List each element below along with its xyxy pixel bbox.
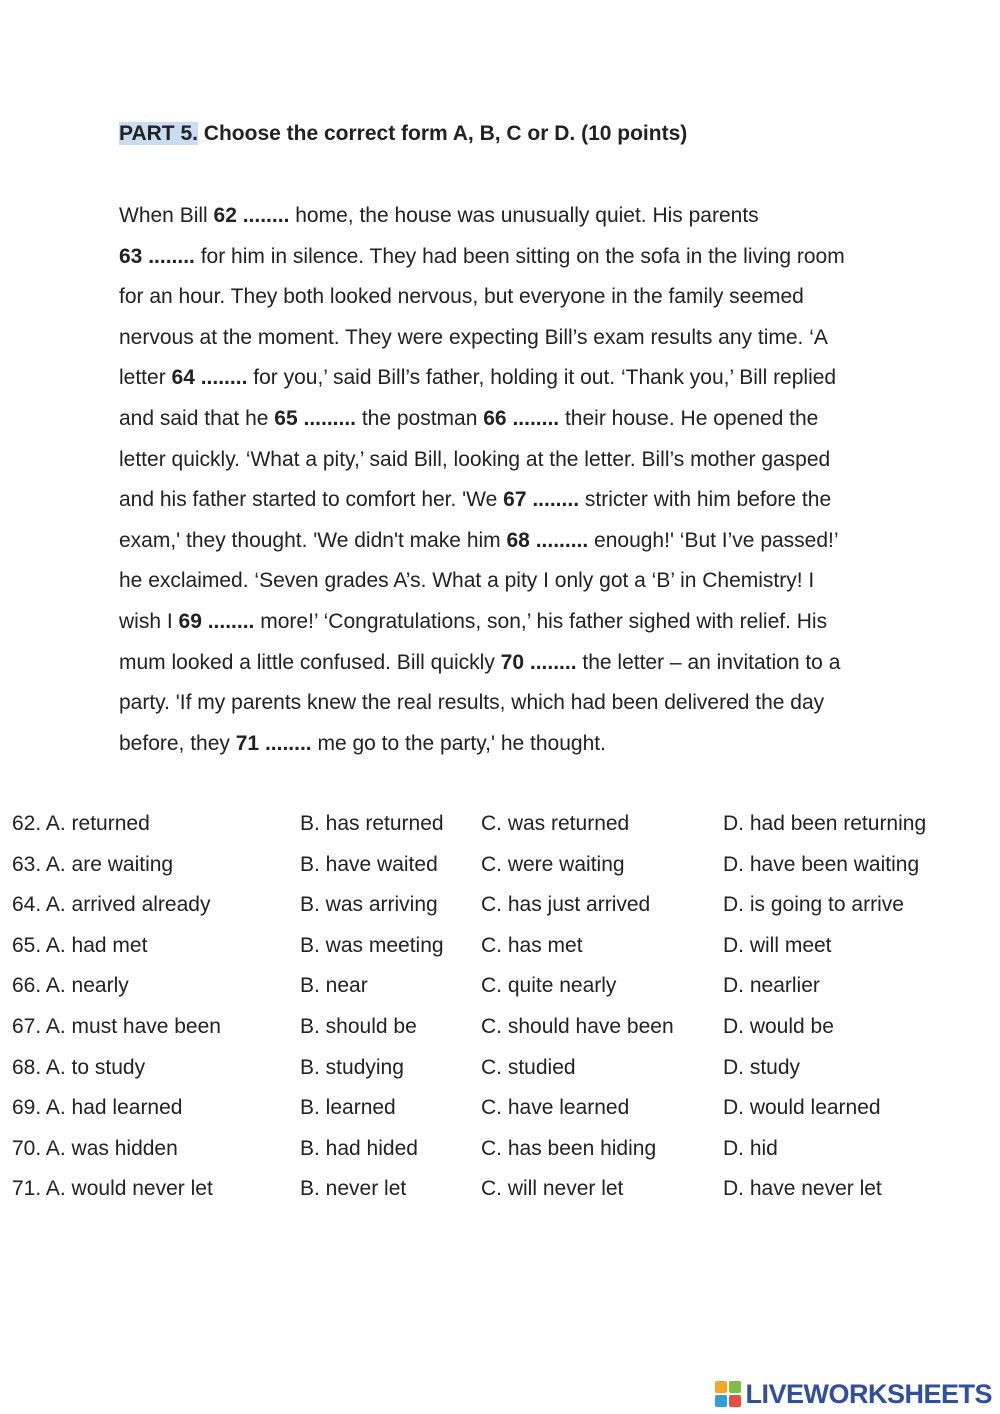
liveworksheets-logo xyxy=(715,1374,992,1414)
passage-text: for an hour. They both looked nervous, but everyone in the family seemed xyxy=(119,285,804,309)
reading-passage xyxy=(119,196,949,764)
option-b: B. should be xyxy=(300,1014,417,1038)
gap-marker: 62 ........ xyxy=(213,204,290,227)
passage-line xyxy=(119,277,949,318)
logo-square-icon xyxy=(715,1381,727,1393)
passage-text: letter xyxy=(119,366,172,390)
passage-line xyxy=(119,724,949,765)
part-label: PART 5. xyxy=(119,122,198,145)
passage-text: the postman xyxy=(356,406,484,430)
passage-text: the letter – an invitation to a xyxy=(576,650,841,674)
passage-line xyxy=(119,318,949,359)
answer-options-list xyxy=(12,804,992,1210)
logo-square-icon xyxy=(729,1381,741,1393)
gap-marker: 64 ........ xyxy=(171,366,248,390)
heading-instruction: Choose the correct form A, B, C or D. (10 points) xyxy=(197,122,688,145)
passage-line xyxy=(119,683,949,724)
option-a: 63. A. are waiting xyxy=(12,852,174,876)
gap-marker: 69 ........ xyxy=(178,609,255,633)
question-row xyxy=(12,1129,992,1170)
gap-marker: 67 ........ xyxy=(503,488,580,512)
passage-text: more!’ ‘Congratulations, son,’ his father sighed with relief. His xyxy=(254,609,828,633)
passage-text: for you,’ said Bill’s father, holding it out. ‘Thank you,’ Bill replied xyxy=(247,366,837,390)
gap-marker: 66 ........ xyxy=(483,406,560,430)
option-a: 67. A. must have been xyxy=(12,1014,221,1038)
passage-line xyxy=(119,561,949,602)
option-b: B. was meeting xyxy=(300,933,444,957)
question-row xyxy=(12,966,992,1007)
passage-text: exam,' they thought. 'We didn't make him xyxy=(119,528,507,552)
passage-text: for him in silence. They had been sitting on the sofa in the living room xyxy=(194,244,845,268)
option-c: C. will never let xyxy=(481,1177,624,1201)
passage-line xyxy=(119,602,949,643)
option-d: D. would learned xyxy=(723,1096,881,1120)
option-b: B. had hided xyxy=(300,1136,418,1160)
question-row xyxy=(12,804,992,845)
passage-line xyxy=(119,643,949,684)
option-d: D. had been returning xyxy=(723,812,927,835)
option-d: D. study xyxy=(723,1055,801,1079)
passage-line xyxy=(119,358,949,399)
passage-line xyxy=(119,237,949,278)
option-c: C. has been hiding xyxy=(481,1136,657,1160)
question-row xyxy=(12,1169,992,1210)
question-row xyxy=(12,885,992,926)
option-b: B. near xyxy=(300,974,368,998)
option-c: C. have learned xyxy=(481,1096,630,1120)
passage-text: me go to the party,' he thought. xyxy=(311,731,606,755)
gap-marker: 65 ......... xyxy=(274,406,356,430)
logo-square-icon xyxy=(729,1395,741,1407)
passage-text: nervous at the moment. They were expecting Bill’s exam results any time. ‘A xyxy=(119,325,828,349)
question-row xyxy=(12,1088,992,1129)
option-a: 68. A. to study xyxy=(12,1055,146,1079)
option-c: C. studied xyxy=(481,1055,576,1079)
option-a: 64. A. arrived already xyxy=(12,893,211,917)
option-a: 71. A. would never let xyxy=(12,1177,213,1201)
passage-line xyxy=(119,196,949,237)
option-d: D. will meet xyxy=(723,933,832,957)
option-a: 62. A. returned xyxy=(12,812,150,835)
passage-text: party. 'If my parents knew the real results, which had been delivered the day xyxy=(119,691,825,715)
option-d: D. would be xyxy=(723,1014,834,1038)
question-row xyxy=(12,1048,992,1089)
gap-marker: 70 ........ xyxy=(500,650,577,674)
option-d: D. have never let xyxy=(723,1177,882,1201)
option-c: C. has just arrived xyxy=(481,893,651,917)
gap-marker: 68 ......... xyxy=(506,528,589,552)
option-b: B. learned xyxy=(300,1096,396,1120)
passage-text: he exclaimed. ‘Seven grades A’s. What a pity I only got a ‘B’ in Chemistry! I xyxy=(119,569,815,593)
option-a: 66. A. nearly xyxy=(12,974,129,998)
passage-text: letter quickly. ‘What a pity,’ said Bill, looking at the letter. Bill’s mother gasped xyxy=(119,447,831,471)
option-c: C. were waiting xyxy=(481,852,625,876)
option-d: D. nearlier xyxy=(723,974,820,998)
option-c: C. has met xyxy=(481,933,583,957)
option-c: C. was returned xyxy=(481,812,630,835)
option-a: 70. A. was hidden xyxy=(12,1136,178,1160)
option-b: B. was arriving xyxy=(300,893,438,917)
passage-text: their house. He opened the xyxy=(559,406,819,430)
passage-line xyxy=(119,399,949,440)
passage-text: mum looked a little confused. Bill quickly xyxy=(119,650,501,674)
passage-line xyxy=(119,521,949,562)
question-row xyxy=(12,926,992,967)
option-b: B. studying xyxy=(300,1055,404,1079)
passage-text: before, they xyxy=(119,731,236,755)
option-a: 69. A. had learned xyxy=(12,1096,183,1120)
option-b: B. never let xyxy=(300,1177,407,1201)
option-d: D. hid xyxy=(723,1136,778,1160)
passage-text: and said that he xyxy=(119,406,275,430)
question-row xyxy=(12,1007,992,1048)
gap-marker: 71 ........ xyxy=(235,731,312,755)
passage-text: home, the house was unusually quiet. His parents xyxy=(289,204,759,227)
logo-square-icon xyxy=(715,1395,727,1407)
liveworksheets-logo-icon xyxy=(715,1381,741,1407)
option-b: B. has returned xyxy=(300,812,444,835)
liveworksheets-logo-text: LIVEWORKSHEETS xyxy=(745,1378,992,1409)
passage-text: and his father started to comfort her. 'We xyxy=(119,488,504,512)
passage-line xyxy=(119,440,949,481)
passage-text: wish I xyxy=(119,609,179,633)
passage-text: enough!' ‘But I’ve passed!’ xyxy=(588,528,839,552)
question-row xyxy=(12,845,992,886)
passage-text: stricter with him before the xyxy=(579,488,832,512)
option-c: C. quite nearly xyxy=(481,974,617,998)
option-a: 65. A. had met xyxy=(12,933,148,957)
passage-line xyxy=(119,480,949,521)
passage-text: When Bill xyxy=(119,204,214,227)
option-c: C. should have been xyxy=(481,1014,674,1038)
option-b: B. have waited xyxy=(300,852,438,876)
gap-marker: 63 ........ xyxy=(119,244,195,268)
section-heading xyxy=(119,118,687,150)
option-d: D. have been waiting xyxy=(723,852,920,876)
option-d: D. is going to arrive xyxy=(723,893,904,917)
